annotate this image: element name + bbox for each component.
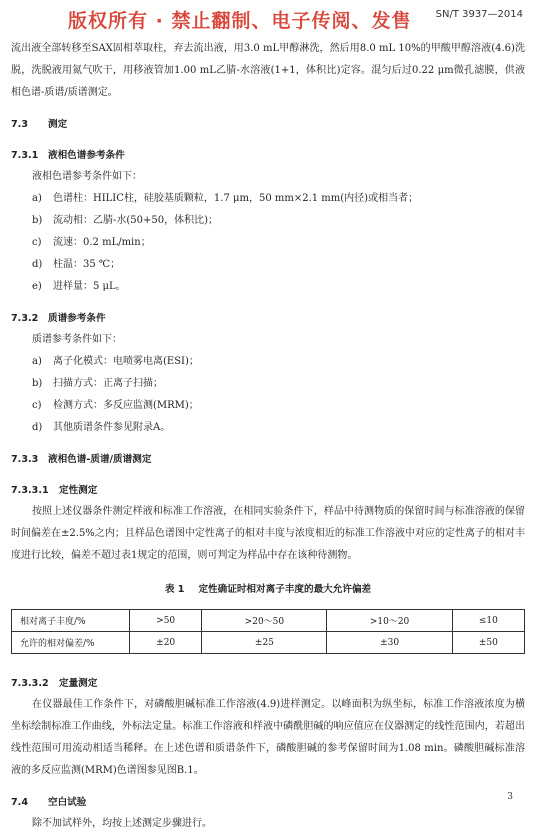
item-text: 进样量：5 μL。 [53, 281, 126, 292]
table-cell: ±30 [327, 632, 452, 654]
section-number: 7.3.2 [11, 313, 39, 324]
section-title: 定量测定 [59, 678, 98, 689]
section-7-3-3-1-heading [11, 481, 525, 501]
list-intro: 质谱参考条件如下： [32, 334, 122, 345]
table-cell: ±50 [452, 632, 524, 654]
section-7-4-heading [11, 793, 525, 813]
table-cell: ±20 [130, 632, 202, 654]
item-text: 其他质谱条件参见附录A。 [53, 422, 171, 433]
section-number: 7.3.3 [11, 454, 39, 465]
table-cell: 允许的相对偏差/% [12, 632, 130, 654]
list-item [11, 232, 525, 254]
item-label: c) [32, 400, 42, 411]
section-7-3-3-heading [11, 450, 525, 470]
table-number: 表 1 [164, 584, 185, 595]
copyright-watermark: 版权所有 · 禁止翻制、电子传阅、发售 [68, 10, 412, 32]
item-text: 流速：0.2 mL/min； [53, 237, 151, 248]
section-7-3-heading [11, 115, 525, 135]
list-item [11, 254, 525, 276]
blank-test-paragraph: 除不加试样外，均按上述测定步骤进行。 [32, 818, 212, 829]
section-title: 液相色谱-质谱/质谱测定 [48, 454, 152, 465]
section-title: 测定 [48, 119, 68, 130]
table-cell: >10～20 [327, 610, 452, 632]
table-title: 定性确证时相对离子丰度的最大允许偏差 [198, 584, 372, 595]
qualitative-paragraph: 按照上述仪器条件测定样液和标准工作溶液，在相同实验条件下，样品中待测物质的保留时间与标准溶液的保留时间偏差在±2.5%之内；且样品色谱图中定性离子的相对丰度与浓度相近的标准工作溶液中对应的定性离子的相对丰度进行比较，偏差不超过表1规定的范围，则可判定为样品中存在该种待测物。 [11, 506, 525, 561]
list-item [11, 351, 525, 373]
list-item [11, 210, 525, 232]
item-label: a) [32, 356, 42, 367]
item-text: 检测方式：多反应监测(MRM)； [53, 400, 199, 411]
table-row [12, 610, 525, 632]
section-number: 7.3 [11, 119, 28, 130]
item-label: b) [32, 378, 43, 389]
ms-conditions-list [11, 329, 525, 439]
section-title: 定性测定 [59, 485, 98, 496]
list-intro: 液相色谱参考条件如下： [32, 171, 142, 182]
section-number: 7.3.3.1 [11, 485, 49, 496]
item-label: a) [32, 193, 42, 204]
table-cell: ≤10 [452, 610, 524, 632]
section-title: 液相色谱参考条件 [48, 150, 125, 161]
section-title: 质谱参考条件 [48, 313, 106, 324]
item-label: d) [32, 422, 43, 433]
item-label: d) [32, 259, 43, 270]
item-text: 色谱柱：HILIC柱，硅胶基质颗粒，1.7 μm，50 mm×2.1 mm(内径)或相当者； [53, 193, 419, 204]
section-7-3-2-heading [11, 309, 525, 329]
item-label: b) [32, 215, 43, 226]
ion-abundance-table [11, 609, 525, 654]
section-7-3-1-heading [11, 146, 525, 166]
list-item [11, 188, 525, 210]
table-cell: ±25 [202, 632, 327, 654]
table-cell: >50 [130, 610, 202, 632]
page-number: 3 [507, 792, 513, 802]
section-number: 7.3.1 [11, 150, 39, 161]
table-row [12, 632, 525, 654]
list-item [11, 395, 525, 417]
table-caption [11, 581, 525, 595]
section-7-3-3-2-heading [11, 674, 525, 694]
section-title: 空白试验 [48, 797, 87, 808]
item-text: 柱温：35 ℃； [53, 259, 121, 270]
list-item [11, 276, 525, 298]
lc-conditions-list [11, 166, 525, 298]
quantitative-paragraph: 在仪器最佳工作条件下，对磷酸胆碱标准工作溶液(4.9)进样测定。以峰面积为纵坐标，标准工作溶液浓度为横坐标绘制标准工作曲线，外标法定量。标准工作溶液和样液中磷酰胆碱的响应值应在仪器测定的线性范围内，若超出线性范围可用流动相适当稀释。在上述色谱和质谱条件下，磷酸胆碱的参考保留时间为1.08 min。磷酸胆碱标准溶液的多反应监测(MRM)色谱图参见图B.1。 [11, 699, 525, 776]
list-item [11, 373, 525, 395]
item-text: 流动相：乙腈-水(50+50，体积比)； [53, 215, 219, 226]
list-item [11, 417, 525, 439]
item-label: e) [32, 281, 42, 292]
table-cell: >20～50 [202, 610, 327, 632]
item-text: 扫描方式：正离子扫描； [53, 378, 163, 389]
item-label: c) [32, 237, 42, 248]
section-number: 7.3.3.2 [11, 678, 49, 689]
item-text: 离子化模式：电喷雾电离(ESI)； [53, 356, 199, 367]
document-body [11, 38, 525, 835]
section-number: 7.4 [11, 797, 28, 808]
intro-paragraph: 流出液全部转移至SAX固相萃取柱，弃去流出液，用3.0 mL甲醇淋洗，然后用8.0 mL 10%的甲酸甲醇溶液(4.6)洗脱，洗脱液用氮气吹干，用移液管加1.00 mL乙腈-水溶液(1+1，体积比)定容。混匀后过0.22 μm微孔滤膜，供液相色谱-质谱/质谱测定。 [11, 43, 525, 98]
table-cell: 相对离子丰度/% [12, 610, 130, 632]
standard-number: SN/T 3937—2014 [435, 9, 523, 20]
